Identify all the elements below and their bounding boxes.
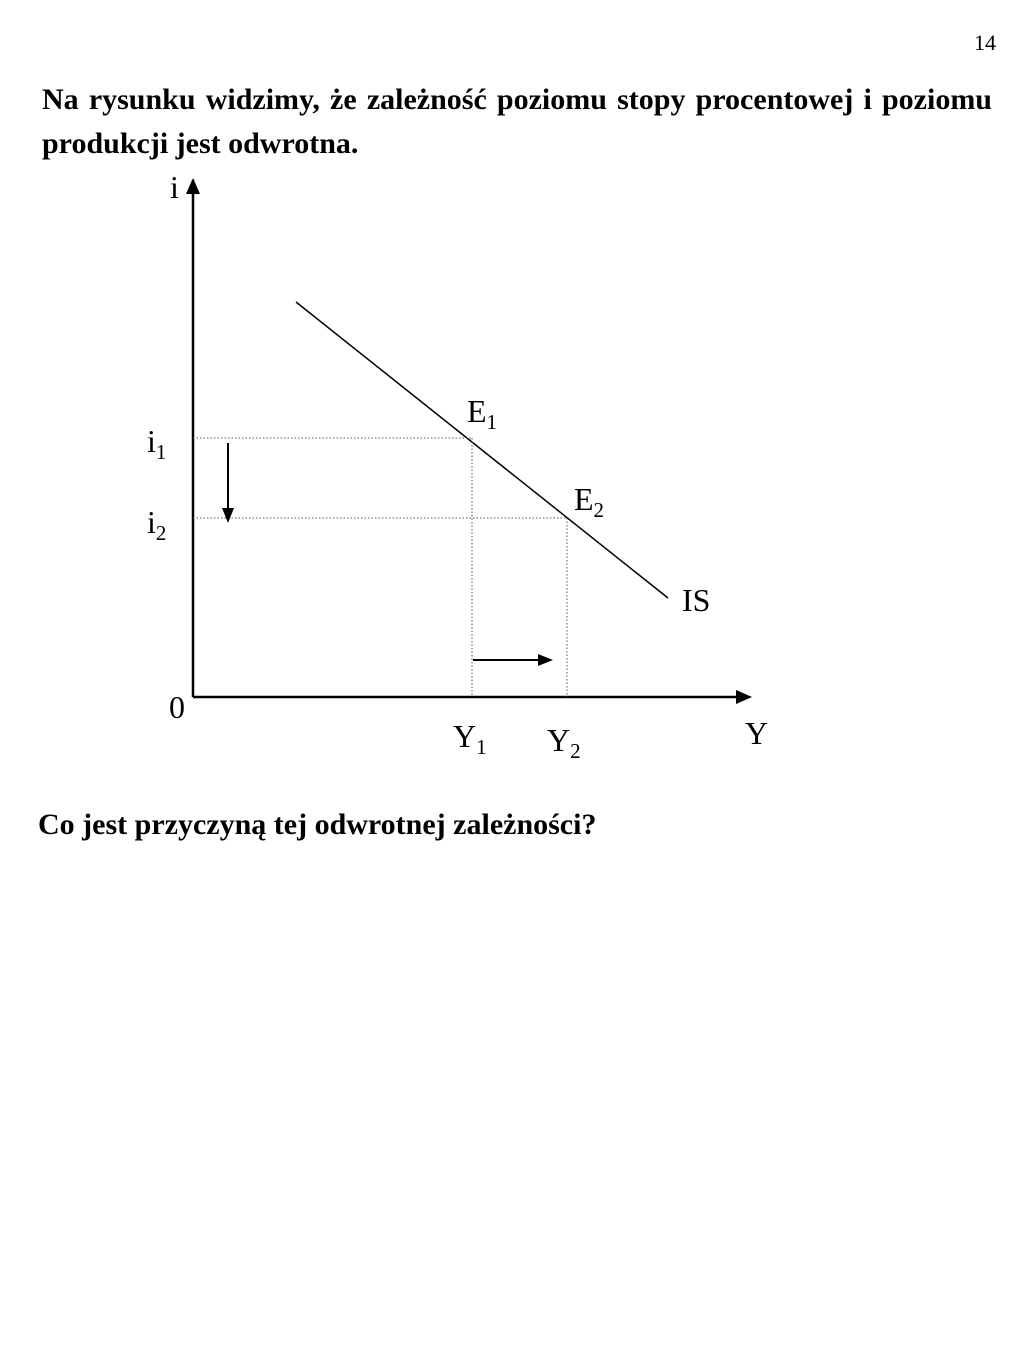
- point-e1-sub: 1: [486, 410, 498, 434]
- interest-decrease-arrowhead: [222, 508, 234, 523]
- point-e2-name: E: [574, 481, 594, 517]
- intro-text: Na rysunku widzimy, że zależność poziomu stopy procentowej i poziomu produkcji jest odwrotna.: [42, 83, 992, 160]
- x-axis-label: Y: [745, 715, 769, 751]
- question-text: Co jest przyczyną tej odwrotnej zależności?: [38, 808, 597, 841]
- tick-i1-name: i: [147, 423, 156, 459]
- x-axis-arrowhead: [736, 690, 752, 704]
- point-e1-name: E: [467, 393, 487, 429]
- tick-i2-sub: 2: [155, 521, 167, 545]
- is-curve-label: IS: [682, 582, 711, 618]
- page-number: 14: [974, 30, 996, 55]
- tick-y1-sub: 1: [476, 735, 487, 759]
- tick-i2-name: i: [147, 504, 156, 540]
- point-e1-label: [467, 393, 497, 434]
- tick-y2-sub: 2: [570, 739, 581, 763]
- tick-y2-name: Y: [547, 722, 571, 758]
- point-e2-sub: 2: [593, 498, 605, 522]
- output-increase-arrowhead: [538, 654, 553, 666]
- tick-i1-sub: 1: [155, 440, 167, 464]
- tick-i1-label: [147, 423, 166, 464]
- tick-y1-label: [453, 718, 487, 759]
- y-axis-label: i: [170, 169, 179, 205]
- y-axis-arrowhead: [186, 178, 200, 194]
- tick-y2-label: [547, 722, 581, 763]
- tick-i2-label: [147, 504, 166, 545]
- tick-y1-name: Y: [453, 718, 477, 754]
- point-e2-label: [574, 481, 604, 522]
- is-curve: [296, 302, 668, 598]
- origin-label: 0: [169, 689, 185, 725]
